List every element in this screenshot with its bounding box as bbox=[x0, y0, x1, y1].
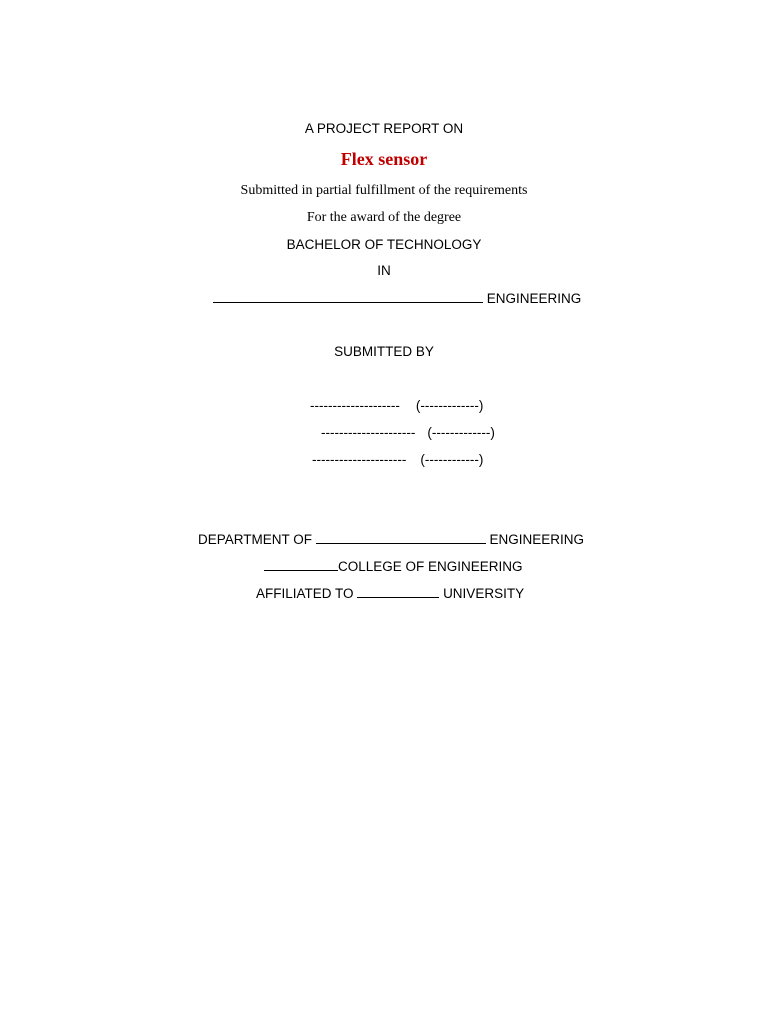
report-title: Flex sensor bbox=[340, 149, 428, 169]
department-line bbox=[198, 531, 584, 548]
student-entry bbox=[312, 452, 483, 468]
degree-name: BACHELOR OF TECHNOLOGY bbox=[286, 237, 482, 252]
student-id-placeholder: (------------) bbox=[420, 452, 484, 467]
college-line bbox=[264, 558, 523, 575]
award-line: For the award of the degree bbox=[306, 210, 462, 225]
college-blank bbox=[264, 558, 338, 571]
student-entry bbox=[321, 425, 495, 441]
student-name-placeholder: --------------------- bbox=[312, 452, 407, 467]
student-id-placeholder: (-------------) bbox=[415, 398, 484, 413]
affiliated-suffix: UNIVERSITY bbox=[443, 586, 525, 601]
branch-line bbox=[213, 290, 581, 307]
department-suffix: ENGINEERING bbox=[489, 532, 585, 547]
affiliated-line bbox=[256, 585, 524, 602]
in-label: IN bbox=[377, 263, 391, 278]
student-id-placeholder: (-------------) bbox=[427, 425, 495, 440]
branch-blank bbox=[213, 290, 483, 303]
student-name-placeholder: -------------------- bbox=[310, 398, 400, 413]
department-blank bbox=[316, 531, 486, 544]
department-prefix: DEPARTMENT OF bbox=[198, 532, 313, 547]
branch-engineering-label: ENGINEERING bbox=[486, 291, 582, 306]
submitted-by-label: SUBMITTED BY bbox=[334, 344, 434, 359]
student-name-placeholder: --------------------- bbox=[321, 425, 416, 440]
submitted-line: Submitted in partial fulfillment of the requirements bbox=[240, 183, 528, 198]
college-label: COLLEGE OF ENGINEERING bbox=[338, 559, 523, 574]
university-blank bbox=[357, 585, 439, 598]
student-entry bbox=[310, 398, 483, 414]
report-heading: A PROJECT REPORT ON bbox=[304, 121, 464, 136]
affiliated-prefix: AFFILIATED TO bbox=[256, 586, 354, 601]
